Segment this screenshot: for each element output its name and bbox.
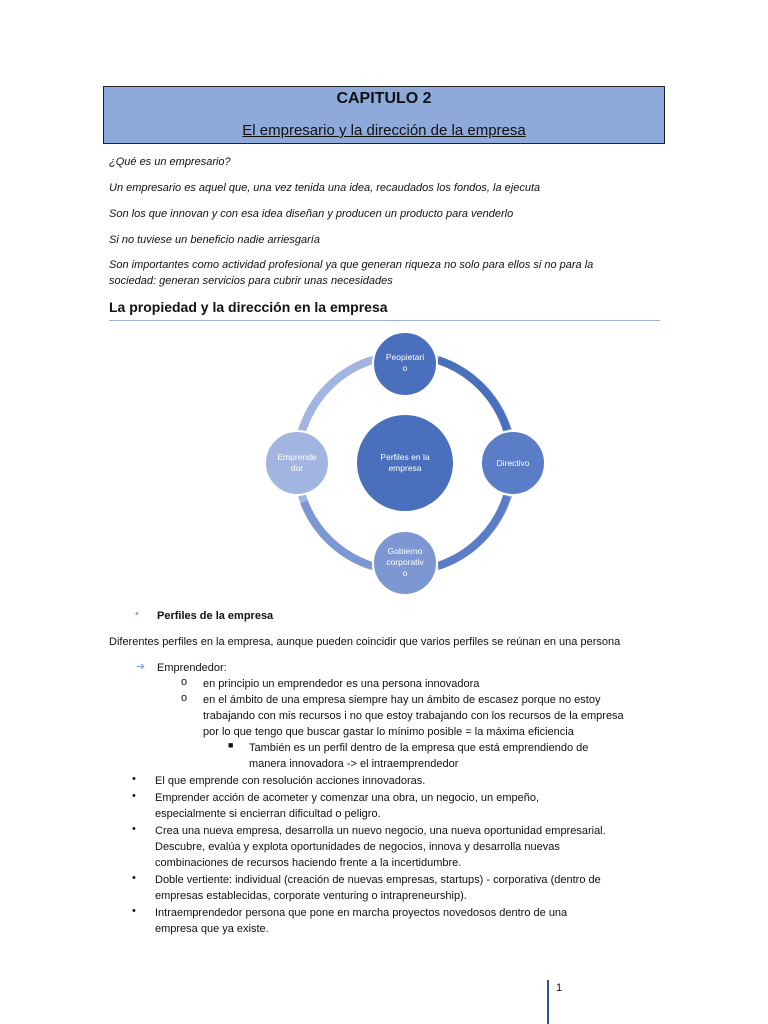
- square-bullet-icon: ■: [228, 740, 234, 750]
- node-gobierno-label-2: corporativ: [386, 557, 424, 567]
- bullet-3-line-2: Descubre, evalúa y explota oportunidades de negocios, innova y desarrolla nuevas: [155, 841, 560, 853]
- perfiles-heading: Perfiles de la empresa: [157, 610, 274, 622]
- bullet-5-line-2: empresa que ya existe.: [155, 923, 269, 935]
- chapter-title: CAPITULO 2: [336, 90, 432, 107]
- emprendedor-sub-2-line-2: trabajando con mis recursos i no que estoy trabajando con los recursos de la empresa: [203, 710, 624, 722]
- bullet-2-line-2: especialmente si encierran dificultad o peligro.: [155, 808, 381, 820]
- emprendedor-sub-2-line-1: en el ámbito de una empresa siempre hay un ámbito de escasez porque no estoy: [203, 694, 601, 706]
- intro-paragraph: Son importantes como actividad profesional ya que generan riqueza no solo para ellos si no para la: [109, 259, 594, 271]
- perfiles-intro: Diferentes perfiles en la empresa, aunque pueden coincidir que varios perfiles se reúnan en una persona: [109, 636, 621, 648]
- bullet-3-line-1: Crea una nueva empresa, desarrolla un nuevo negocio, una nueva oportunidad empresarial.: [155, 825, 606, 837]
- page-number-bar: [547, 980, 549, 1024]
- bullet-dot: •: [132, 790, 136, 802]
- bullet-dot: •: [132, 872, 136, 884]
- emprendedor-sub-3-line-2: manera innovadora -> el intraemprendedor: [249, 758, 459, 770]
- perfiles-cycle-diagram: [262, 330, 548, 600]
- bullet-1: El que emprende con resolución acciones innovadoras.: [155, 775, 426, 787]
- cycle-arc-bottom-right: [438, 496, 507, 566]
- bullet-5-line-1: Intraemprendedor persona que pone en marcha proyectos novedosos dentro de una: [155, 907, 568, 919]
- bullet-dot: •: [132, 905, 136, 917]
- circle-bullet-icon: o: [181, 692, 188, 704]
- bullet-4-line-1: Doble vertiente: individual (creación de nuevas empresas, startups) - corporativa (dentro de: [155, 874, 601, 886]
- bullet-dot: •: [132, 823, 136, 835]
- section-heading-rule: [109, 320, 660, 321]
- chapter-title-box: [103, 86, 665, 144]
- circle-bullet-icon: o: [181, 676, 188, 688]
- section-heading: La propiedad y la dirección en la empresa: [109, 299, 388, 315]
- bullet-dot: •: [135, 608, 139, 620]
- bullet-dot: •: [132, 773, 136, 785]
- emprendedor-sub-1: en principio un emprendedor es una persona innovadora: [203, 678, 480, 690]
- chapter-subtitle: El empresario y la dirección de la empresa: [242, 122, 526, 139]
- cycle-arc-bottom-left: [304, 502, 372, 566]
- node-emprendedor-label-1: Emprende: [277, 452, 317, 462]
- emprendedor-sub-3-line-1: También es un perfil dentro de la empresa que está emprendiendo de: [249, 742, 589, 754]
- node-emprendedor-label-2: dor: [290, 463, 304, 473]
- center-node-label-1: Perfiles en la: [380, 452, 430, 462]
- intro-question: ¿Qué es un empresario?: [109, 156, 231, 168]
- intro-paragraph: Si no tuviese un beneficio nadie arriesgaría: [109, 234, 320, 246]
- bullet-2-line-1: Emprender acción de acometer y comenzar una obra, un negocio, un empeño,: [155, 792, 540, 804]
- node-propietario-label-1: Peopietari: [385, 352, 425, 362]
- emprendedor-label: Emprendedor:: [157, 662, 227, 674]
- intro-paragraph: Son los que innovan y con esa idea diseñan y producen un producto para venderlo: [109, 208, 514, 220]
- node-gobierno-label-3: o: [402, 568, 408, 578]
- node-propietario-label-2: o: [402, 363, 408, 373]
- emprendedor-sub-2-line-3: por lo que tengo que buscar gastar lo mínimo posible = la máxima eficiencia: [203, 726, 574, 738]
- bullet-3-line-3: combinaciones de recursos haciendo frente a la incertidumbre.: [155, 857, 462, 869]
- cycle-arc-top-left: [304, 360, 372, 426]
- page-number: 1: [556, 982, 563, 994]
- center-node-label-2: empresa: [388, 463, 422, 473]
- intro-paragraph: sociedad: generan servicios para cubrir unas necesidades: [109, 275, 393, 287]
- arrow-bullet-icon: ➔: [136, 661, 146, 673]
- cycle-arc-top-right: [438, 360, 507, 430]
- node-directivo-label: Directivo: [496, 458, 530, 468]
- intro-paragraph: Un empresario es aquel que, una vez tenida una idea, recaudados los fondos, la ejecuta: [109, 182, 541, 194]
- node-gobierno-label-1: Gobierno: [387, 546, 423, 556]
- bullet-4-line-2: empresas establecidas, corporate venturing o intrapreneurship).: [155, 890, 467, 902]
